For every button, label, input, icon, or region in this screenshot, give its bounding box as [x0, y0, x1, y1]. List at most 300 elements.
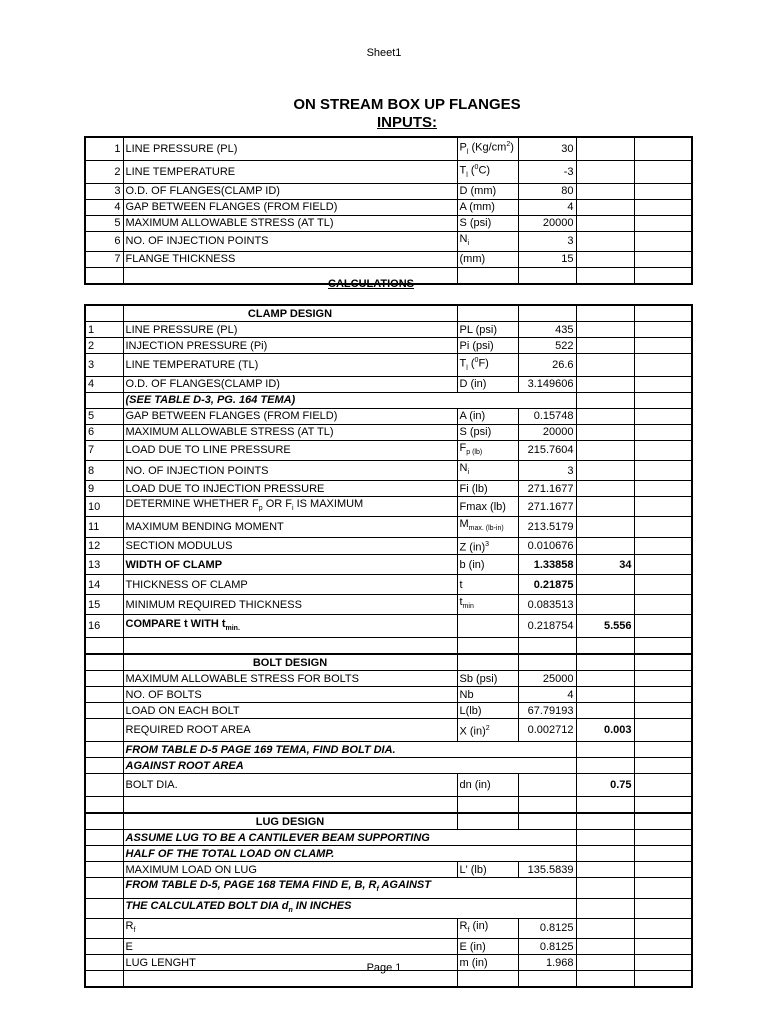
- row-unit: S (psi): [457, 424, 518, 440]
- row-unit: L(lb): [457, 703, 518, 719]
- row-label: REQUIRED ROOT AREA: [123, 719, 457, 742]
- input-value: 80: [518, 183, 576, 199]
- inputs-table: [84, 136, 693, 285]
- row-number: 5: [85, 215, 123, 231]
- row-value: 26.6: [518, 354, 576, 377]
- bolt-row: [85, 719, 692, 742]
- row-unit: t: [457, 575, 518, 595]
- empty-cell: [634, 797, 692, 814]
- row-value: 0.15748: [518, 408, 576, 424]
- row-extra: [576, 424, 634, 440]
- bolt-row: [85, 774, 692, 797]
- row-number: [85, 742, 123, 758]
- row-value: 135.5839: [518, 862, 576, 878]
- empty-cell: [634, 671, 692, 687]
- empty-cell: [518, 654, 576, 671]
- bolt-row: [85, 703, 692, 719]
- note-text: THE CALCULATED BOLT DIA $d_n$ IN INCHES: [123, 898, 576, 918]
- row-number: 6: [85, 424, 123, 440]
- empty-cell: [518, 305, 576, 322]
- row-label: LINE TEMPERATURE (TL): [123, 354, 457, 377]
- empty-cell: [634, 687, 692, 703]
- row-extra: [576, 595, 634, 615]
- row-number: [85, 687, 123, 703]
- clamp-row: [85, 595, 692, 615]
- bolt-row: [85, 742, 692, 758]
- input-row: [85, 183, 692, 199]
- row-value: 0.002712: [518, 719, 576, 742]
- row-unit: D (in): [457, 376, 518, 392]
- bolt-row: [85, 671, 692, 687]
- empty-cell: [123, 638, 457, 655]
- row-extra: 34: [576, 555, 634, 575]
- row-extra: [576, 440, 634, 460]
- row-unit: L' (lb): [457, 862, 518, 878]
- clamp-row: [85, 408, 692, 424]
- row-label: COMPARE t WITH $t_{min.}$: [123, 615, 457, 638]
- superscript: 0: [474, 357, 479, 364]
- bolt-row: [85, 687, 692, 703]
- empty-cell: [634, 497, 692, 517]
- lug-heading: LUG DESIGN: [123, 813, 457, 830]
- note-text: AGAINST ROOT AREA: [123, 758, 576, 774]
- row-value: 1.968: [518, 955, 576, 971]
- row-extra: [576, 481, 634, 497]
- row-extra: [576, 703, 634, 719]
- row-label: MAXIMUM ALLOWABLE STRESS (AT TL): [123, 424, 457, 440]
- empty-cell: [634, 215, 692, 231]
- empty-cell: [576, 813, 634, 830]
- row-unit: A (in): [457, 408, 518, 424]
- note-text: FROM TABLE D-5, PAGE 168 TEMA FIND E, B, $R_f$ AGAINST: [123, 878, 576, 898]
- row-label: LOAD ON EACH BOLT: [123, 703, 457, 719]
- empty-cell: [634, 654, 692, 671]
- row-number: 13: [85, 555, 123, 575]
- input-row: [85, 199, 692, 215]
- row-value: 435: [518, 322, 576, 338]
- empty-cell: [634, 615, 692, 638]
- row-unit: E (in): [457, 939, 518, 955]
- row-number: 2: [85, 160, 123, 183]
- subscript: p: [258, 505, 263, 513]
- row-extra: [576, 537, 634, 555]
- row-extra: [576, 497, 634, 517]
- row-label: LUG LENGHT: [123, 955, 457, 971]
- row-value: 0.083513: [518, 595, 576, 615]
- row-number: 2: [85, 338, 123, 354]
- row-number: 11: [85, 517, 123, 537]
- subscript: i: [467, 239, 470, 247]
- row-number: 14: [85, 575, 123, 595]
- empty-cell: [576, 742, 634, 758]
- row-extra: [576, 354, 634, 377]
- empty-cell: [518, 797, 576, 814]
- row-number: 9: [85, 481, 123, 497]
- row-label: $R_f$: [123, 918, 457, 938]
- empty-cell: [634, 440, 692, 460]
- row-extra: [576, 687, 634, 703]
- subscript: max. (lb-in): [468, 525, 504, 533]
- input-symbol: $P_l$ $(Kg/cm^2)$: [457, 137, 518, 160]
- subscript: n: [288, 906, 293, 914]
- note-text: (SEE TABLE D-3, PG. 164 TEMA): [123, 392, 576, 408]
- empty-cell: [634, 461, 692, 481]
- empty-cell: [576, 199, 634, 215]
- input-symbol: A (mm): [457, 199, 518, 215]
- empty-cell: [576, 231, 634, 251]
- row-value: 522: [518, 338, 576, 354]
- row-extra: 5.556: [576, 615, 634, 638]
- row-value: 0.8125: [518, 939, 576, 955]
- empty-cell: [576, 654, 634, 671]
- clamp-heading: CLAMP DESIGN: [123, 305, 457, 322]
- row-unit: Z (in)$^3$: [457, 537, 518, 555]
- row-number: [85, 939, 123, 955]
- input-row: [85, 215, 692, 231]
- subscript: p (lb): [466, 449, 483, 457]
- row-number: [85, 719, 123, 742]
- clamp-heading-row: [85, 305, 692, 322]
- empty-cell: [634, 517, 692, 537]
- row-number: [85, 878, 123, 898]
- row-label: INJECTION PRESSURE (Pi): [123, 338, 457, 354]
- lug-heading-row: [85, 813, 692, 830]
- empty-cell: [634, 918, 692, 938]
- empty-cell: [576, 830, 634, 846]
- lug-row: [85, 918, 692, 938]
- input-symbol: S (psi): [457, 215, 518, 231]
- empty-cell: [634, 939, 692, 955]
- superscript: 2: [506, 141, 511, 148]
- clamp-row: [85, 615, 692, 638]
- row-number: [85, 846, 123, 862]
- row-unit: Sb (psi): [457, 671, 518, 687]
- row-number: [85, 918, 123, 938]
- empty-cell: [634, 481, 692, 497]
- empty-cell: [457, 654, 518, 671]
- lug-row: [85, 939, 692, 955]
- clamp-row: [85, 497, 692, 517]
- empty-cell: [457, 797, 518, 814]
- subscript: min: [462, 603, 474, 611]
- row-label: DETERMINE WHETHER $F_p$ OR $F_i$ IS MAXIMUM: [123, 497, 457, 517]
- row-extra: [576, 939, 634, 955]
- clamp-row: [85, 424, 692, 440]
- row-unit: $T_l$ ($^0$F): [457, 354, 518, 377]
- row-label: NO. OF INJECTION POINTS: [123, 461, 457, 481]
- row-number: [85, 671, 123, 687]
- empty-cell: [634, 251, 692, 267]
- row-unit: $R_f$ (in): [457, 918, 518, 938]
- row-label: GAP BETWEEN FLANGES (FROM FIELD): [123, 408, 457, 424]
- row-number: 3: [85, 183, 123, 199]
- empty-cell: [634, 183, 692, 199]
- input-value: 4: [518, 199, 576, 215]
- empty-cell: [576, 251, 634, 267]
- row-value: 271.1677: [518, 497, 576, 517]
- empty-cell: [576, 878, 634, 898]
- row-label: THICKNESS OF CLAMP: [123, 575, 457, 595]
- empty-cell: [457, 305, 518, 322]
- row-label: MINIMUM REQUIRED THICKNESS: [123, 595, 457, 615]
- empty-cell: [85, 654, 123, 671]
- empty-cell: [634, 199, 692, 215]
- row-unit: X (in)$^2$: [457, 719, 518, 742]
- row-value: 20000: [518, 424, 576, 440]
- row-extra: [576, 322, 634, 338]
- empty-cell: [576, 846, 634, 862]
- input-row: [85, 137, 692, 160]
- row-number: [85, 774, 123, 797]
- subscript: l: [466, 148, 469, 156]
- row-number: 12: [85, 537, 123, 555]
- empty-cell: [634, 408, 692, 424]
- row-value: 0.218754: [518, 615, 576, 638]
- page-number: Page 1: [366, 962, 402, 974]
- input-label: FLANGE THICKNESS: [123, 251, 457, 267]
- note-text: HALF OF THE TOTAL LOAD ON CLAMP.: [123, 846, 576, 862]
- subscript: min.: [225, 625, 240, 633]
- input-symbol: D (mm): [457, 183, 518, 199]
- row-unit: Nb: [457, 687, 518, 703]
- row-extra: [576, 408, 634, 424]
- empty-cell: [634, 703, 692, 719]
- clamp-row: [85, 575, 692, 595]
- row-number: [85, 392, 123, 408]
- empty-cell: [576, 638, 634, 655]
- row-unit: [457, 615, 518, 638]
- empty-cell: [634, 846, 692, 862]
- empty-cell: [634, 160, 692, 183]
- row-number: 15: [85, 595, 123, 615]
- row-number: 6: [85, 231, 123, 251]
- empty-cell: [576, 183, 634, 199]
- input-label: MAXIMUM ALLOWABLE STRESS (AT TL): [123, 215, 457, 231]
- input-value: 3: [518, 231, 576, 251]
- lug-row: [85, 862, 692, 878]
- superscript: 2: [485, 725, 490, 733]
- empty-cell: [634, 338, 692, 354]
- clamp-row: [85, 440, 692, 460]
- row-unit: Pi (psi): [457, 338, 518, 354]
- input-row: [85, 251, 692, 267]
- empty-cell: [85, 638, 123, 655]
- clamp-row: [85, 322, 692, 338]
- note-text: FROM TABLE D-5 PAGE 169 TEMA, FIND BOLT DIA.: [123, 742, 576, 758]
- row-number: 5: [85, 408, 123, 424]
- empty-cell: [634, 231, 692, 251]
- row-number: 7: [85, 440, 123, 460]
- row-number: 10: [85, 497, 123, 517]
- row-label: MAXIMUM LOAD ON LUG: [123, 862, 457, 878]
- row-unit: m (in): [457, 955, 518, 971]
- row-extra: [576, 376, 634, 392]
- clamp-row: [85, 392, 692, 408]
- bolt-row: [85, 758, 692, 774]
- empty-cell: [576, 305, 634, 322]
- clamp-row: [85, 555, 692, 575]
- blank-row: [85, 797, 692, 814]
- empty-cell: [518, 813, 576, 830]
- empty-cell: [634, 830, 692, 846]
- subscript: l: [466, 171, 468, 179]
- input-value: 30: [518, 137, 576, 160]
- row-unit: $F_{p (lb)}$: [457, 440, 518, 460]
- empty-cell: [634, 813, 692, 830]
- empty-cell: [457, 638, 518, 655]
- row-extra: [576, 461, 634, 481]
- row-value: 0.21875: [518, 575, 576, 595]
- input-label: NO. OF INJECTION POINTS: [123, 231, 457, 251]
- empty-cell: [634, 758, 692, 774]
- row-number: 16: [85, 615, 123, 638]
- row-number: [85, 898, 123, 918]
- bolt-heading: BOLT DESIGN: [123, 654, 457, 671]
- empty-cell: [634, 424, 692, 440]
- row-unit: $M_{max. (lb-in)}$: [457, 517, 518, 537]
- empty-cell: [634, 555, 692, 575]
- row-value: 25000: [518, 671, 576, 687]
- row-value: 271.1677: [518, 481, 576, 497]
- row-label: BOLT DIA.: [123, 774, 457, 797]
- inputs-title: INPUTS:: [377, 114, 437, 131]
- clamp-row: [85, 338, 692, 354]
- empty-cell: [634, 742, 692, 758]
- row-extra: [576, 338, 634, 354]
- row-value: [518, 774, 576, 797]
- input-symbol: $N_i$: [457, 231, 518, 251]
- empty-cell: [123, 797, 457, 814]
- input-label: LINE TEMPERATURE: [123, 160, 457, 183]
- subscript: l: [466, 364, 468, 372]
- empty-cell: [634, 774, 692, 797]
- page-title: ON STREAM BOX UP FLANGES: [293, 96, 521, 113]
- empty-cell: [634, 392, 692, 408]
- row-label: LOAD DUE TO LINE PRESSURE: [123, 440, 457, 460]
- row-number: 1: [85, 137, 123, 160]
- row-unit: dn (in): [457, 774, 518, 797]
- clamp-row: [85, 354, 692, 377]
- row-label: NO. OF BOLTS: [123, 687, 457, 703]
- empty-cell: [85, 813, 123, 830]
- empty-cell: [576, 797, 634, 814]
- row-unit: $N_i$: [457, 461, 518, 481]
- row-number: [85, 862, 123, 878]
- empty-cell: [634, 862, 692, 878]
- calculations-table: [84, 304, 693, 988]
- row-number: [85, 830, 123, 846]
- row-value: 3: [518, 461, 576, 481]
- row-unit: Fmax (lb): [457, 497, 518, 517]
- row-label: MAXIMUM ALLOWABLE STRESS FOR BOLTS: [123, 671, 457, 687]
- row-extra: 0.003: [576, 719, 634, 742]
- row-label: LINE PRESSURE (PL): [123, 322, 457, 338]
- row-number: 4: [85, 376, 123, 392]
- clamp-row: [85, 517, 692, 537]
- row-label: LOAD DUE TO INJECTION PRESSURE: [123, 481, 457, 497]
- calculations-title: CALCULATIONS: [328, 278, 414, 290]
- lug-row: [85, 878, 692, 898]
- row-label: O.D. OF FLANGES(CLAMP ID): [123, 376, 457, 392]
- empty-cell: [634, 719, 692, 742]
- subscript: i: [467, 469, 470, 477]
- empty-cell: [85, 797, 123, 814]
- empty-cell: [634, 322, 692, 338]
- row-value: 213.5179: [518, 517, 576, 537]
- row-extra: [576, 575, 634, 595]
- row-number: 4: [85, 199, 123, 215]
- row-number: 3: [85, 354, 123, 377]
- row-number: [85, 703, 123, 719]
- row-label: MAXIMUM BENDING MOMENT: [123, 517, 457, 537]
- input-symbol: $T_l$ ($^0$C): [457, 160, 518, 183]
- input-symbol: (mm): [457, 251, 518, 267]
- row-extra: [576, 862, 634, 878]
- input-row: [85, 231, 692, 251]
- row-label: SECTION MODULUS: [123, 537, 457, 555]
- row-unit: b (in): [457, 555, 518, 575]
- input-label: GAP BETWEEN FLANGES (FROM FIELD): [123, 199, 457, 215]
- subscript: f: [376, 886, 379, 894]
- clamp-row: [85, 376, 692, 392]
- empty-cell: [576, 215, 634, 231]
- lug-row: [85, 830, 692, 846]
- empty-cell: [576, 137, 634, 160]
- empty-cell: [576, 758, 634, 774]
- row-value: 1.33858: [518, 555, 576, 575]
- empty-cell: [634, 537, 692, 555]
- row-number: 7: [85, 251, 123, 267]
- input-value: -3: [518, 160, 576, 183]
- row-value: 215.7604: [518, 440, 576, 460]
- empty-cell: [457, 813, 518, 830]
- clamp-row: [85, 461, 692, 481]
- row-unit: PL (psi): [457, 322, 518, 338]
- clamp-row: [85, 481, 692, 497]
- empty-cell: [576, 160, 634, 183]
- lug-row: [85, 898, 692, 918]
- input-label: LINE PRESSURE (PL): [123, 137, 457, 160]
- empty-cell: [634, 137, 692, 160]
- empty-cell: [634, 595, 692, 615]
- input-row: [85, 160, 692, 183]
- superscript: 0: [474, 163, 479, 171]
- input-label: O.D. OF FLANGES(CLAMP ID): [123, 183, 457, 199]
- row-value: 67.79193: [518, 703, 576, 719]
- lug-row: [85, 846, 692, 862]
- row-extra: 0.75: [576, 774, 634, 797]
- row-value: 3.149606: [518, 376, 576, 392]
- row-number: 1: [85, 322, 123, 338]
- row-extra: [576, 918, 634, 938]
- empty-cell: [634, 376, 692, 392]
- row-value: 0.8125: [518, 918, 576, 938]
- subscript: f: [467, 927, 470, 934]
- empty-cell: [576, 392, 634, 408]
- input-value: 20000: [518, 215, 576, 231]
- row-label: WIDTH OF CLAMP: [123, 555, 457, 575]
- subscript: f: [133, 927, 136, 934]
- row-number: 8: [85, 461, 123, 481]
- empty-cell: [634, 575, 692, 595]
- empty-cell: [634, 898, 692, 918]
- note-text: ASSUME LUG TO BE A CANTILEVER BEAM SUPPORTING: [123, 830, 576, 846]
- subscript: i: [291, 505, 294, 513]
- empty-cell: [634, 878, 692, 898]
- bolt-heading-row: [85, 654, 692, 671]
- row-extra: [576, 517, 634, 537]
- sheet-name: Sheet1: [366, 47, 402, 59]
